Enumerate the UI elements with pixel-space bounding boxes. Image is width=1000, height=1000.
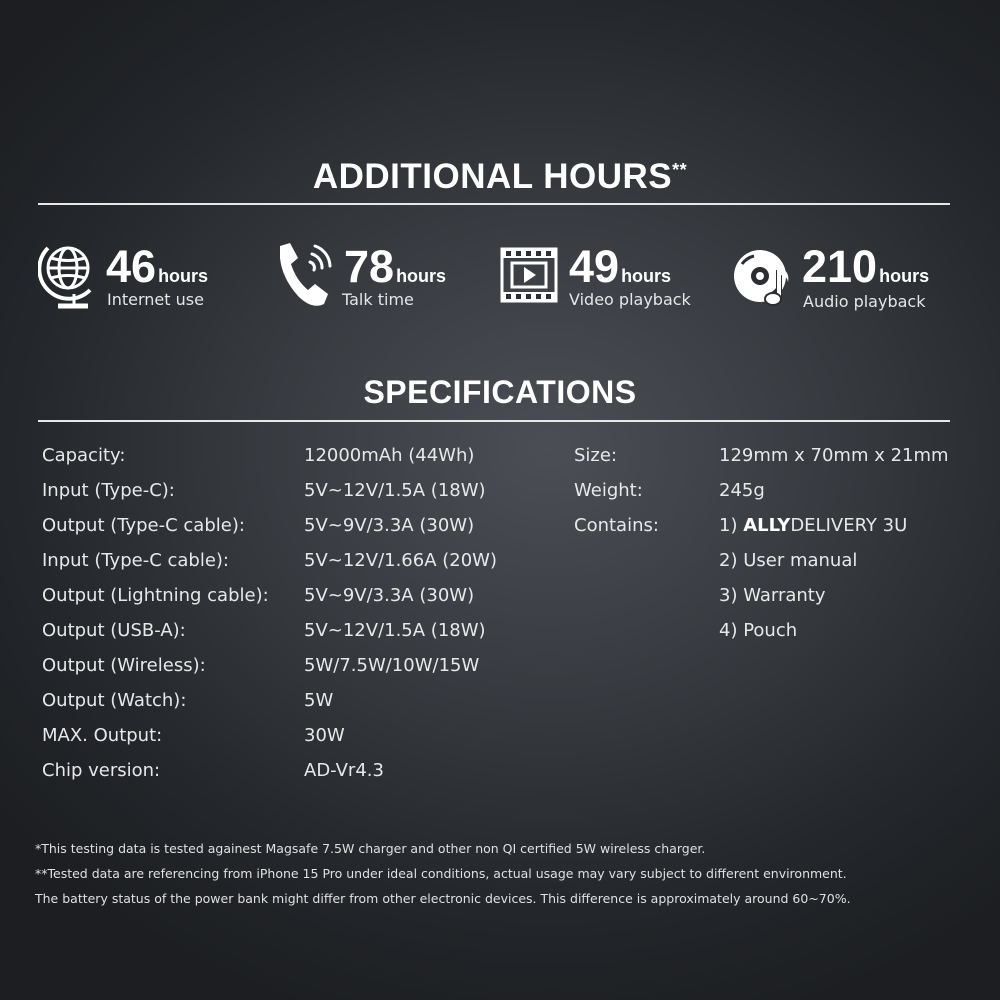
spec-row bbox=[42, 473, 497, 508]
stat-label: Internet use bbox=[107, 290, 204, 309]
stat-number: 210 bbox=[802, 241, 878, 292]
music-icon bbox=[732, 248, 794, 312]
spec-key: Chip version: bbox=[42, 760, 161, 781]
stat-value bbox=[344, 241, 447, 292]
spec-key: Output (Lightning cable): bbox=[42, 585, 269, 606]
spec-key: Output (Watch): bbox=[42, 690, 187, 711]
spec-value: AD-Vr4.3 bbox=[304, 760, 384, 781]
stat-number: 49 bbox=[569, 241, 620, 292]
spec-value: 5W/7.5W/10W/15W bbox=[304, 655, 480, 676]
spec-row-contains bbox=[574, 578, 949, 613]
spec-row-contains bbox=[574, 508, 949, 543]
spec-row bbox=[42, 508, 497, 543]
spec-list-right bbox=[574, 438, 949, 648]
stat-label: Video playback bbox=[569, 290, 691, 309]
spec-value: 5W bbox=[304, 690, 334, 711]
spec-value: 5V~12V/1.5A (18W) bbox=[304, 480, 486, 501]
stat-number: 78 bbox=[344, 241, 395, 292]
stat-value bbox=[802, 241, 930, 292]
stat-unit: hours bbox=[158, 266, 209, 286]
footnotes bbox=[35, 836, 851, 911]
additional-hours-title-text: ADDITIONAL HOURS bbox=[312, 157, 673, 196]
spec-value: 30W bbox=[304, 725, 345, 746]
stat-value bbox=[106, 241, 209, 292]
spec-value: 245g bbox=[719, 480, 765, 501]
spec-key: Input (Type-C cable): bbox=[42, 550, 229, 571]
divider bbox=[38, 420, 950, 422]
additional-hours-title bbox=[0, 157, 1000, 197]
spec-row bbox=[42, 543, 497, 578]
footnote: **Tested data are referencing from iPhone 15 Pro under ideal conditions, actual usage may vary subject to different environment. bbox=[35, 866, 847, 881]
contains-item-1-prefix: 1) bbox=[719, 515, 744, 536]
title-footnote-mark: ** bbox=[672, 160, 688, 180]
spec-value: 5V~12V/1.5A (18W) bbox=[304, 620, 486, 641]
spec-row bbox=[42, 438, 497, 473]
contains-item-1-rest: DELIVERY 3U bbox=[790, 515, 908, 536]
spec-key: Output (Type-C cable): bbox=[42, 515, 245, 536]
spec-value: 12000mAh (44Wh) bbox=[304, 445, 475, 466]
stat-label: Talk time bbox=[342, 290, 414, 309]
phone-icon bbox=[272, 238, 334, 317]
contains-item-3: 3) Warranty bbox=[719, 585, 826, 606]
brand-name: ALLY bbox=[743, 515, 791, 536]
spec-row bbox=[42, 613, 497, 648]
stat-video-playback bbox=[500, 238, 720, 318]
stat-unit: hours bbox=[879, 266, 930, 286]
stat-talk-time bbox=[272, 238, 472, 318]
spec-row-contains bbox=[574, 543, 949, 578]
divider bbox=[38, 203, 950, 205]
spec-key: Capacity: bbox=[42, 445, 126, 466]
spec-value: 5V~9V/3.3A (30W) bbox=[304, 585, 475, 606]
footnote: The battery status of the power bank might differ from other electronic devices. This difference is approximately around 60~70%. bbox=[35, 891, 851, 906]
video-icon bbox=[500, 246, 558, 308]
specifications-title: SPECIFICATIONS bbox=[363, 374, 637, 410]
spec-row bbox=[42, 718, 497, 753]
spec-key: MAX. Output: bbox=[42, 725, 163, 746]
spec-key: Input (Type-C): bbox=[42, 480, 175, 501]
spec-value: 129mm x 70mm x 21mm bbox=[719, 445, 949, 466]
spec-key: Size: bbox=[574, 445, 618, 466]
stat-internet-use bbox=[38, 238, 238, 318]
footnote: *This testing data is tested againest Magsafe 7.5W charger and other non QI certified 5W wireless charger. bbox=[35, 841, 706, 856]
stat-audio-playback bbox=[732, 238, 962, 318]
stat-label: Audio playback bbox=[803, 292, 926, 311]
spec-key: Output (USB-A): bbox=[42, 620, 186, 641]
spec-key: Weight: bbox=[574, 480, 643, 501]
spec-key: Output (Wireless): bbox=[42, 655, 206, 676]
spec-row-contains bbox=[574, 613, 949, 648]
spec-list-left bbox=[42, 438, 497, 788]
spec-row bbox=[42, 683, 497, 718]
globe-icon bbox=[38, 238, 98, 317]
stat-value bbox=[569, 241, 672, 292]
spec-row bbox=[42, 648, 497, 683]
spec-value: 5V~9V/3.3A (30W) bbox=[304, 515, 475, 536]
stat-unit: hours bbox=[396, 266, 447, 286]
spec-row bbox=[42, 578, 497, 613]
contains-item-2: 2) User manual bbox=[719, 550, 858, 571]
spec-value: 5V~12V/1.66A (20W) bbox=[304, 550, 497, 571]
spec-row-weight bbox=[574, 473, 949, 508]
contains-item-4: 4) Pouch bbox=[719, 620, 798, 641]
contains-item-1 bbox=[719, 515, 907, 536]
spec-row bbox=[42, 753, 497, 788]
stat-unit: hours bbox=[621, 266, 672, 286]
stat-number: 46 bbox=[106, 241, 157, 292]
spec-row-size bbox=[574, 438, 949, 473]
spec-key: Contains: bbox=[574, 515, 659, 536]
